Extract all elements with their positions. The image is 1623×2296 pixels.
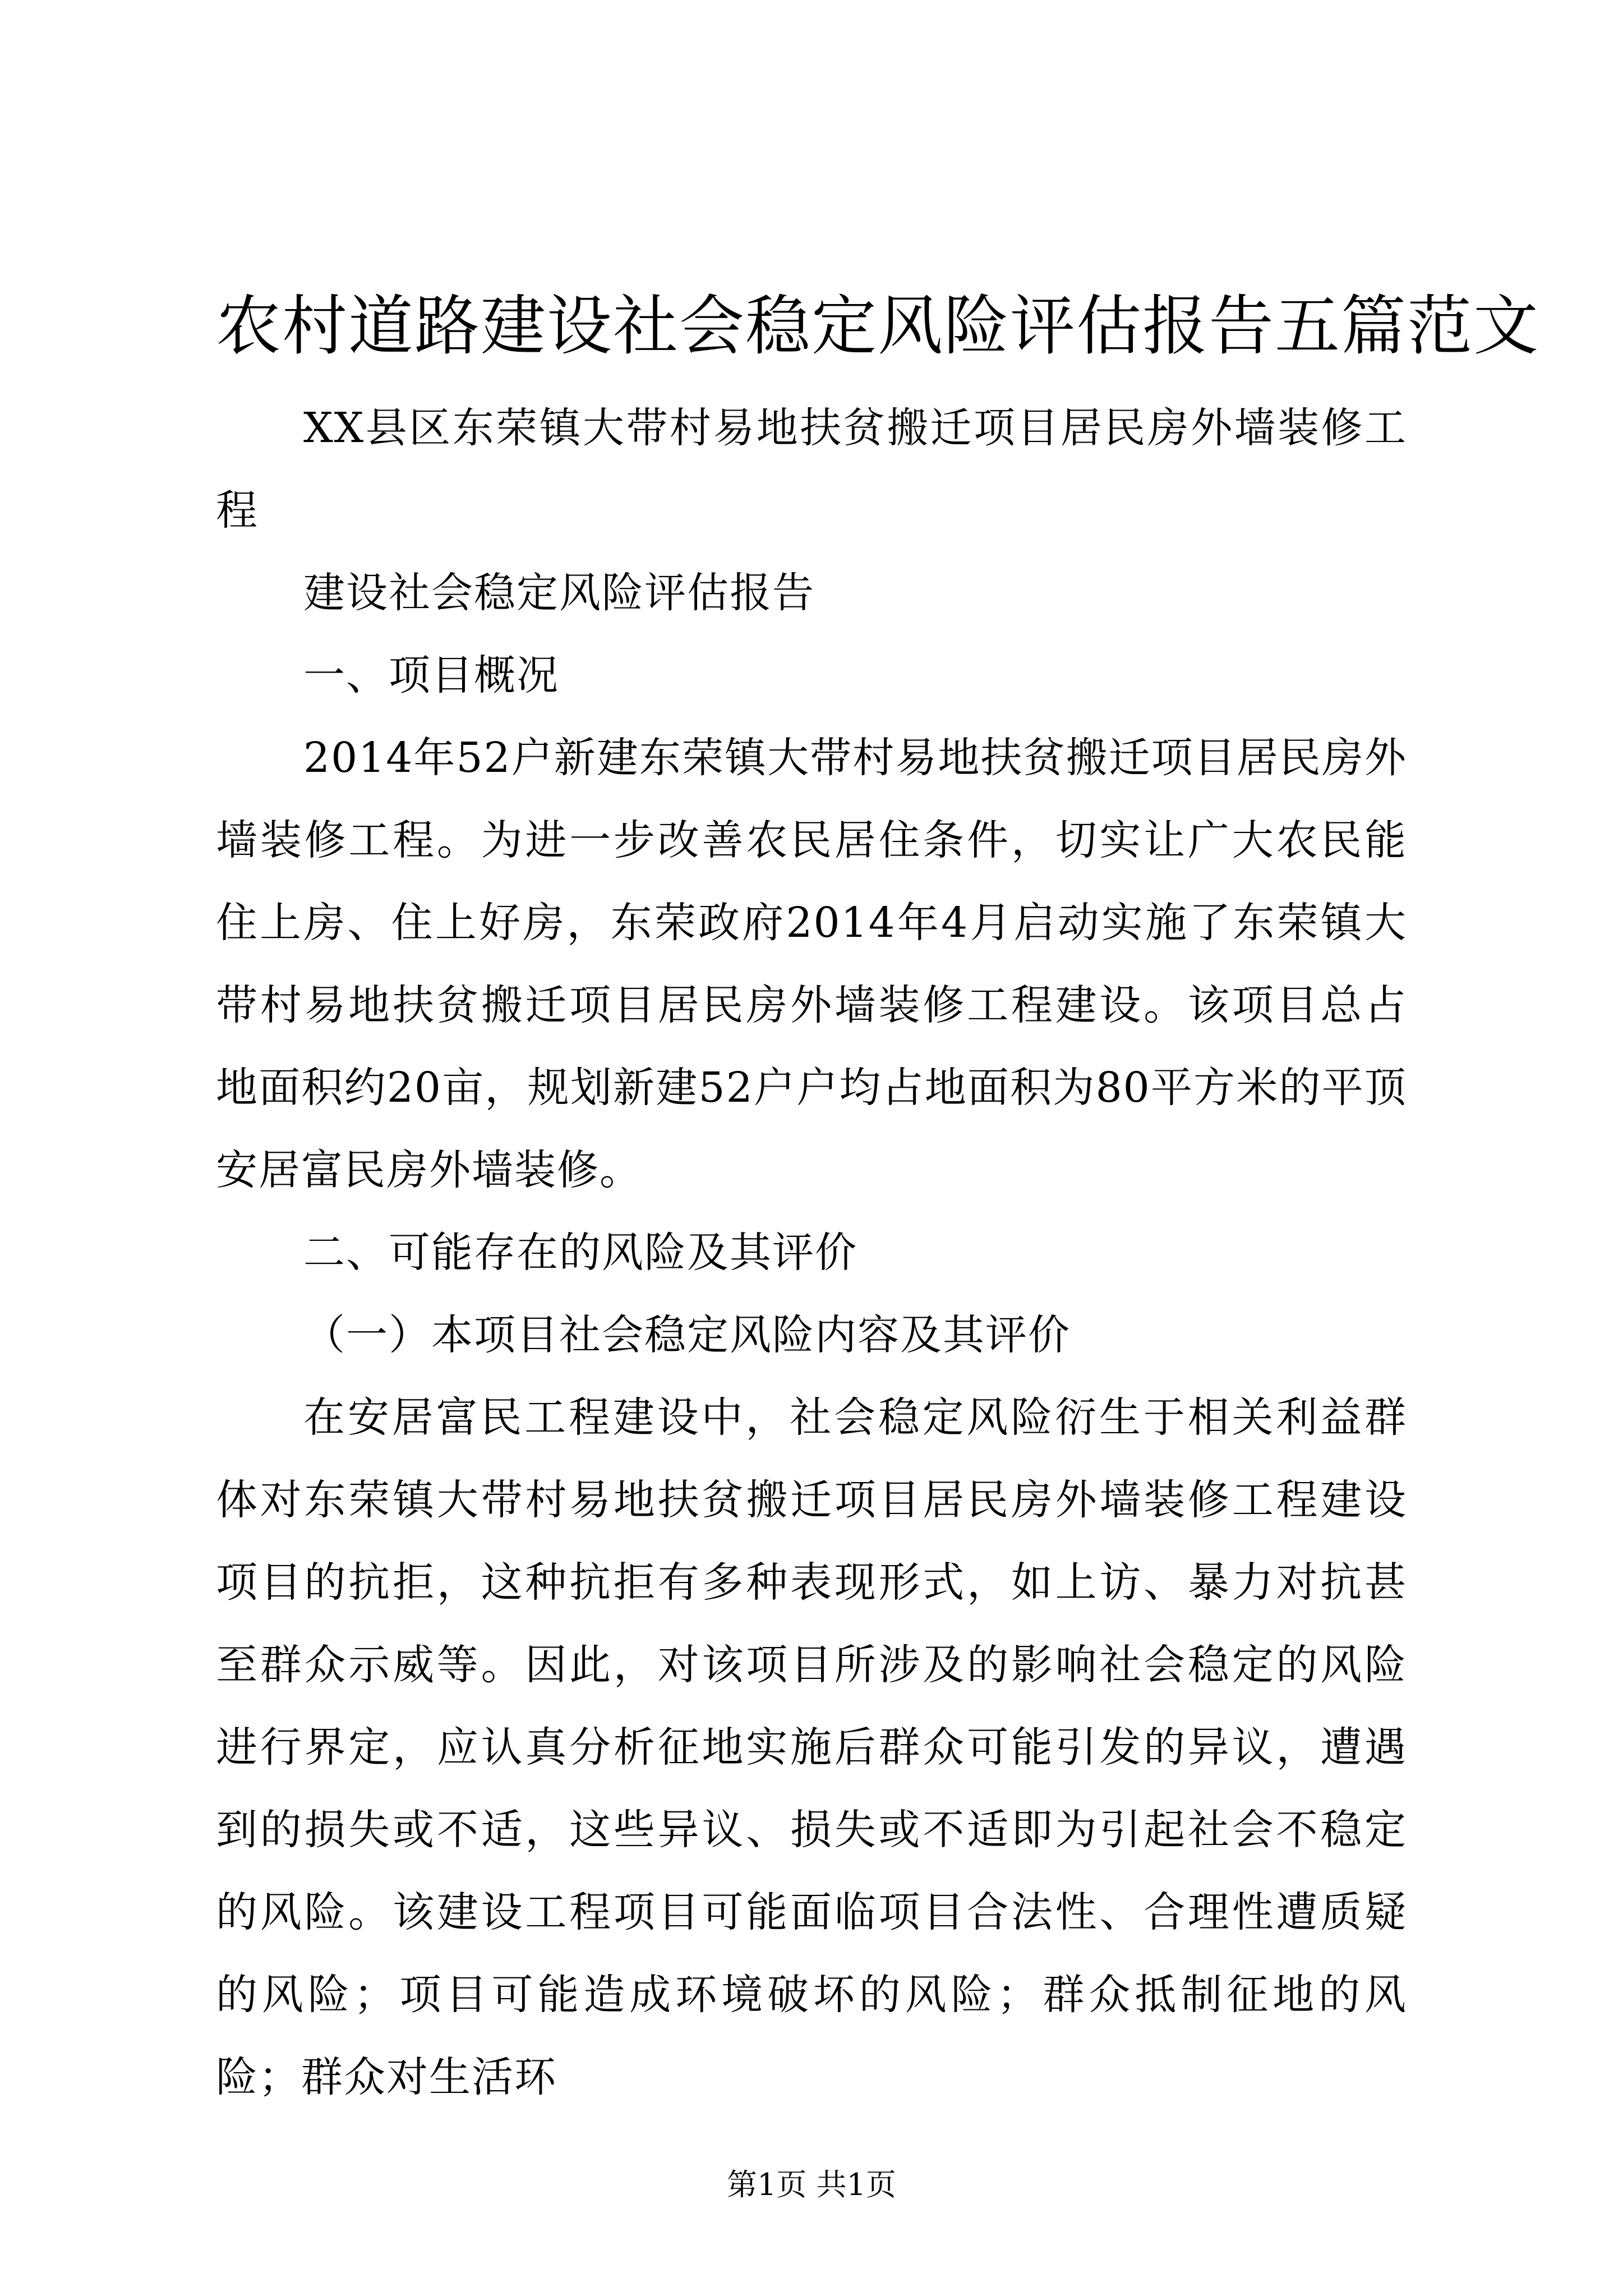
subheading-risk-content: （一）本项目社会稳定风险内容及其评价 — [303, 1311, 1071, 1359]
heading-project-overview: 一、项目概况 — [303, 651, 559, 700]
paragraph-report-subtitle: 建设社会稳定风险评估报告 — [303, 569, 815, 617]
heading-possible-risks: 二、可能存在的风险及其评价 — [303, 1228, 857, 1277]
paragraph-project-overview: 2014年52户新建东荣镇大带村易地扶贫搬迁项目居民房外墙装修工程。为进一步改善农民居住条件，切实让广大农民能住上房、住上好房，东荣政府2014年4月启动实施了东荣镇大带村易地扶贫搬迁项目居民房外墙装修工程建设。该项目总占地面积约20亩，规划新建52户户均占地面积为80平方米的平顶安居富民房外墙装修。 — [216, 734, 1407, 1194]
paragraph-risk-analysis: 在安居富民工程建设中，社会稳定风险衍生于相关利益群体对东荣镇大带村易地扶贫搬迁项目居民房外墙装修工程建设项目的抗拒，这种抗拒有多种表现形式，如上访、暴力对抗甚至群众示威等。因此，对该项目所涉及的影响社会稳定的风险进行界定，应认真分析征地实施后群众可能引发的异议，遭遇到的损失或不适，这些异议、损失或不适即为引起社会不稳定的风险。该建设工程项目可能面临项目合法性、合理性遭质疑的风险；项目可能造成环境破坏的风险；群众抵制征地的风险；群众对生活环 — [216, 1393, 1407, 2101]
page-footer: 第1页 共1页 — [727, 2167, 896, 2202]
document-body — [216, 387, 1407, 2119]
document-title: 农村道路建设社会稳定风险评估报告五篇范文 — [216, 288, 1539, 364]
paragraph-project-name: XX县区东荣镇大带村易地扶贫搬迁项目居民房外墙装修工程 — [216, 404, 1407, 535]
